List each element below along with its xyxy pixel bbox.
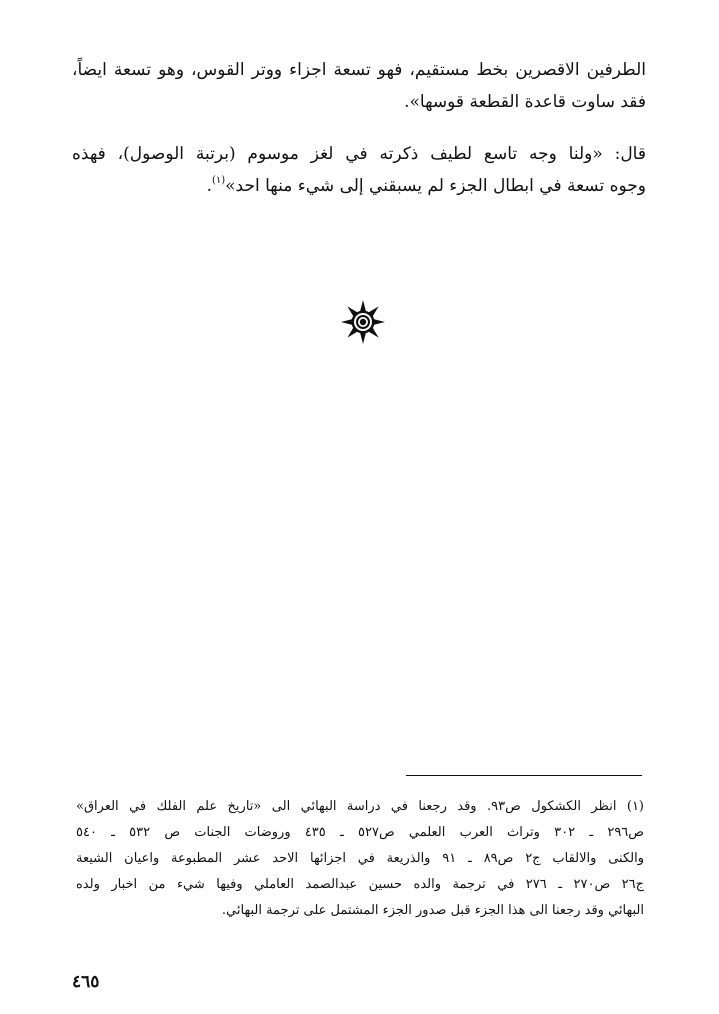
- paragraph-2-line-2: [72, 170, 646, 202]
- footnote-line-1: (١) انظر الكشكول ص٩٣. وقد رجعنا في دراسة البهائي الى «تاريخ علم الفلك في العراق»: [76, 799, 644, 814]
- footnote-line-3: والكنى والالقاب ج٢ ص٨٩ ـ ٩١ والذريعة في اجزائها الاحد عشر المطبوعة واعيان الشيعة: [76, 851, 644, 866]
- paragraph-2: [72, 138, 646, 202]
- paragraph-2-end-mark: .: [206, 176, 212, 196]
- footnote-line-2: ص٢٩٦ ـ ٣٠٢ وتراث العرب العلمي ص٥٢٧ ـ ٤٣٥ وروضات الجنات ص ٥٣٢ ـ ٥٤٠: [76, 825, 644, 840]
- paragraph-1-line-1: الطرفين الاقصرين بخط مستقيم، فهو تسعة اجزاء ووتر القوس، وهو تسعة ايضاً،: [72, 60, 646, 80]
- paragraph-2-line-2-text: وجوه تسعة في ابطال الجزء لم يسبقني إلى شيء منها احد»: [225, 176, 646, 196]
- star-medallion-ornament-icon: [341, 300, 385, 344]
- paragraph-1: [72, 54, 646, 118]
- footnote-reference: (١): [211, 175, 226, 186]
- paragraph-1-line-2: فقد ساوت قاعدة القطعة قوسها».: [404, 92, 646, 112]
- paragraph-2-line-1: قال: «ولنا وجه تاسع لطيف ذكرته في لغز موسوم (برتبة الوصول)، فهذه: [72, 144, 646, 164]
- page-number: ٤٦٥: [72, 972, 100, 992]
- footnote-divider: [406, 775, 642, 776]
- footnote-line-5: البهائي وقد رجعنا الى هذا الجزء قبل صدور الجزء المشتمل على ترجمة البهائي.: [221, 903, 644, 918]
- footnotes: [76, 794, 644, 924]
- footnote-line-4: ج٢٦ ص٢٧٠ ـ ٢٧٦ في ترجمة والده حسين عبدالصمد العاملي وفيها شيء من اخبار ولده: [76, 877, 644, 892]
